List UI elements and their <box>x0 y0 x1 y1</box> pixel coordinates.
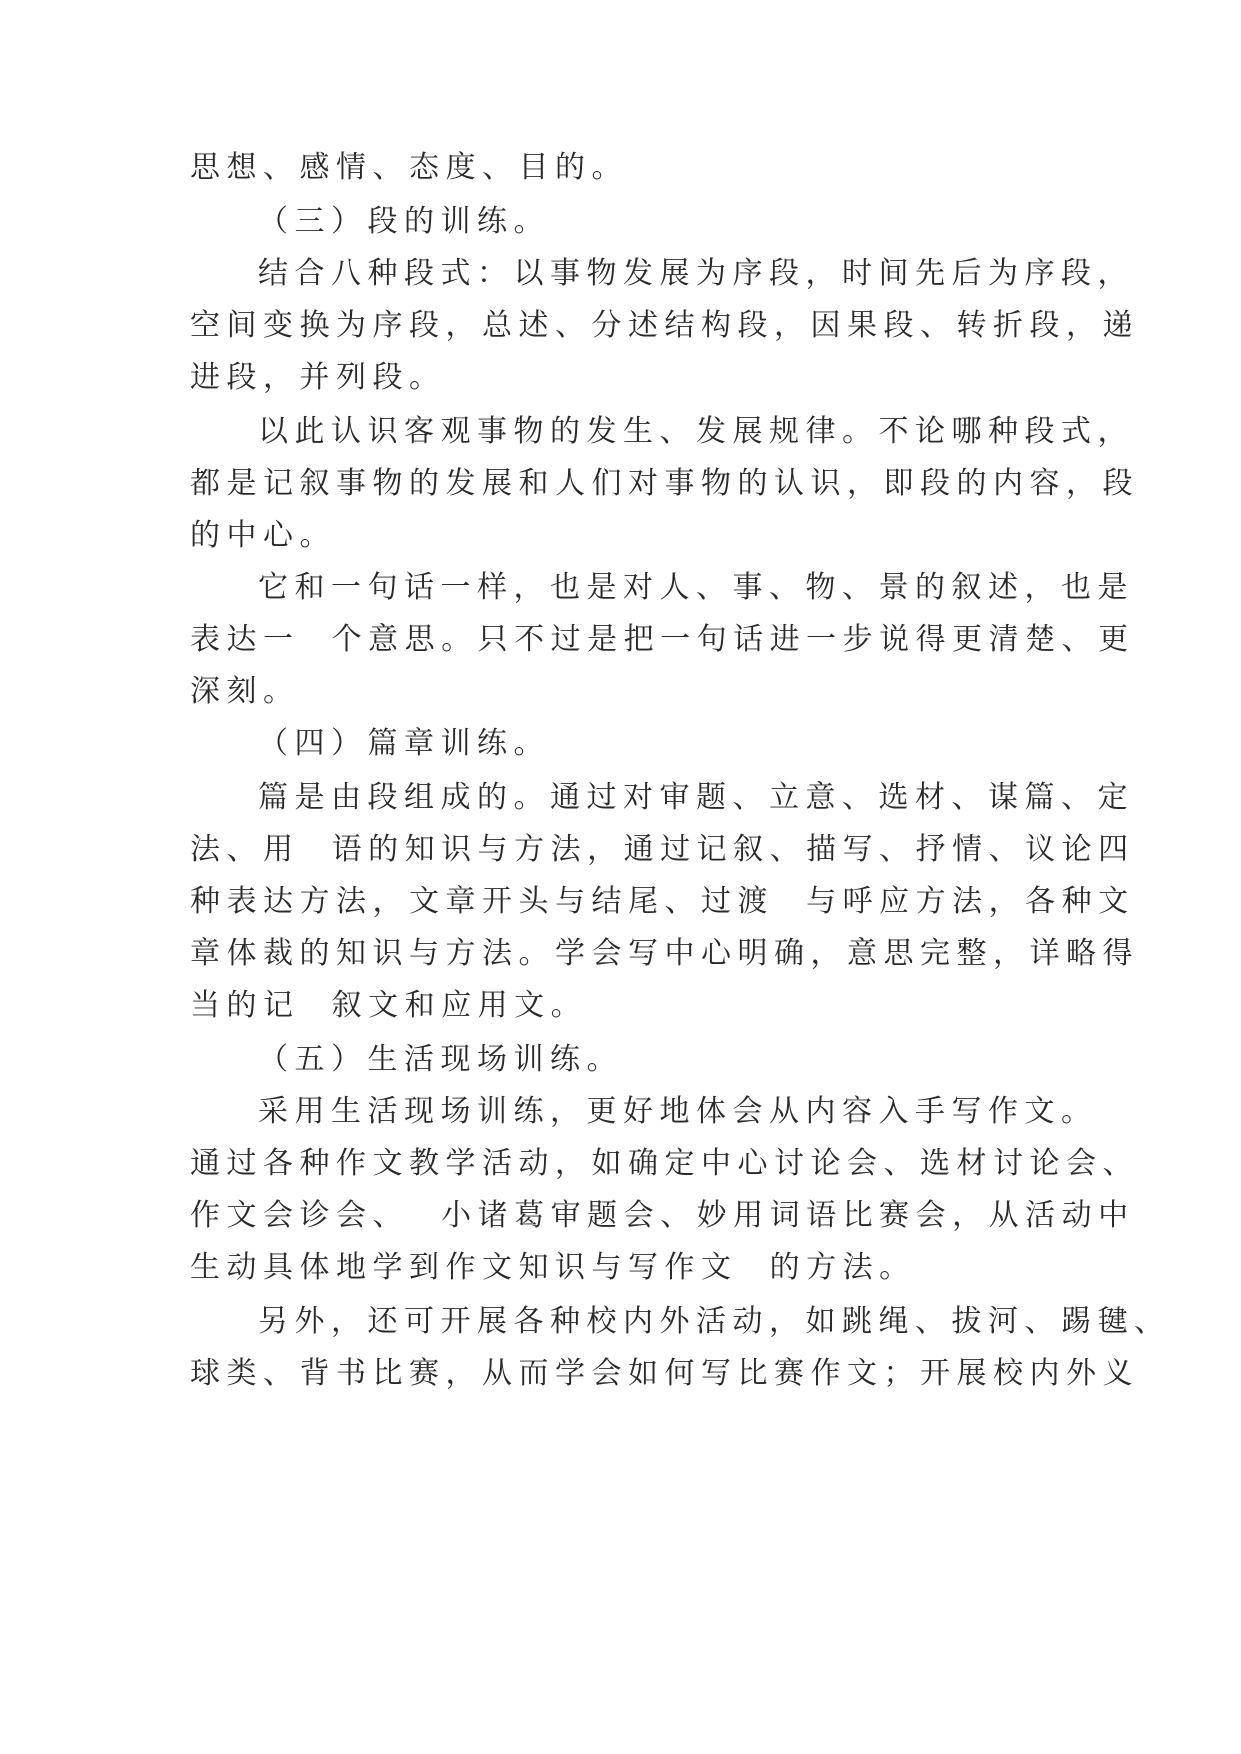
text-line: 表达一 个意思。只不过是把一句话进一步说得更清楚、更 <box>190 622 1135 657</box>
text-line: 篇是由段组成的。通过对审题、立意、选材、谋篇、定 <box>258 780 1134 815</box>
text-line: 球类、背书比赛，从而学会如何写比赛作文；开展校内外义 <box>190 1356 1139 1391</box>
text-line: 空间变换为序段，总述、分述结构段，因果段、转折段，递 <box>190 308 1139 343</box>
text-line: 它和一句话一样，也是对人、事、物、景的叙述，也是 <box>258 570 1134 605</box>
text-line: 章体裁的知识与方法。学会写中心明确，意思完整，详略得 <box>190 936 1139 971</box>
text-line: 进段，并列段。 <box>190 360 446 395</box>
text-line: 通过各种作文教学活动，如确定中心讨论会、选材讨论会、 <box>190 1146 1139 1181</box>
text-line: 生动具体地学到作文知识与写作文 的方法。 <box>190 1250 916 1285</box>
text-line: 当的记 叙文和应用文。 <box>190 988 588 1023</box>
text-line: 以此认识客观事物的发生、发展规律。不论哪种段式， <box>258 414 1134 449</box>
text-line: 思想、感情、态度、目的。 <box>190 150 628 185</box>
text-line: 另外，还可开展各种校内外活动，如跳绳、拔河、踢毽、 <box>258 1304 1171 1339</box>
section-heading-3: （三）段的训练。 <box>258 204 550 239</box>
text-line: 采用生活现场训练，更好地体会从内容入手写作文。 <box>258 1094 1098 1129</box>
text-line: 法、用 语的知识与方法，通过记叙、描写、抒情、议论四 <box>190 832 1135 867</box>
text-line: 深刻。 <box>190 674 300 709</box>
section-heading-4: （四）篇章训练。 <box>258 726 550 761</box>
section-heading-5: （五）生活现场训练。 <box>258 1042 623 1077</box>
text-line: 都是记叙事物的发展和人们对事物的认识，即段的内容，段 <box>190 466 1139 501</box>
text-line: 的中心。 <box>190 518 336 553</box>
text-line: 作文会诊会、 小诸葛审题会、妙用词语比赛会，从活动中 <box>190 1198 1135 1233</box>
text-line: 结合八种段式：以事物发展为序段，时间先后为序段， <box>258 256 1134 291</box>
text-line: 种表达方法，文章开头与结尾、过渡 与呼应方法，各种文 <box>190 884 1135 919</box>
